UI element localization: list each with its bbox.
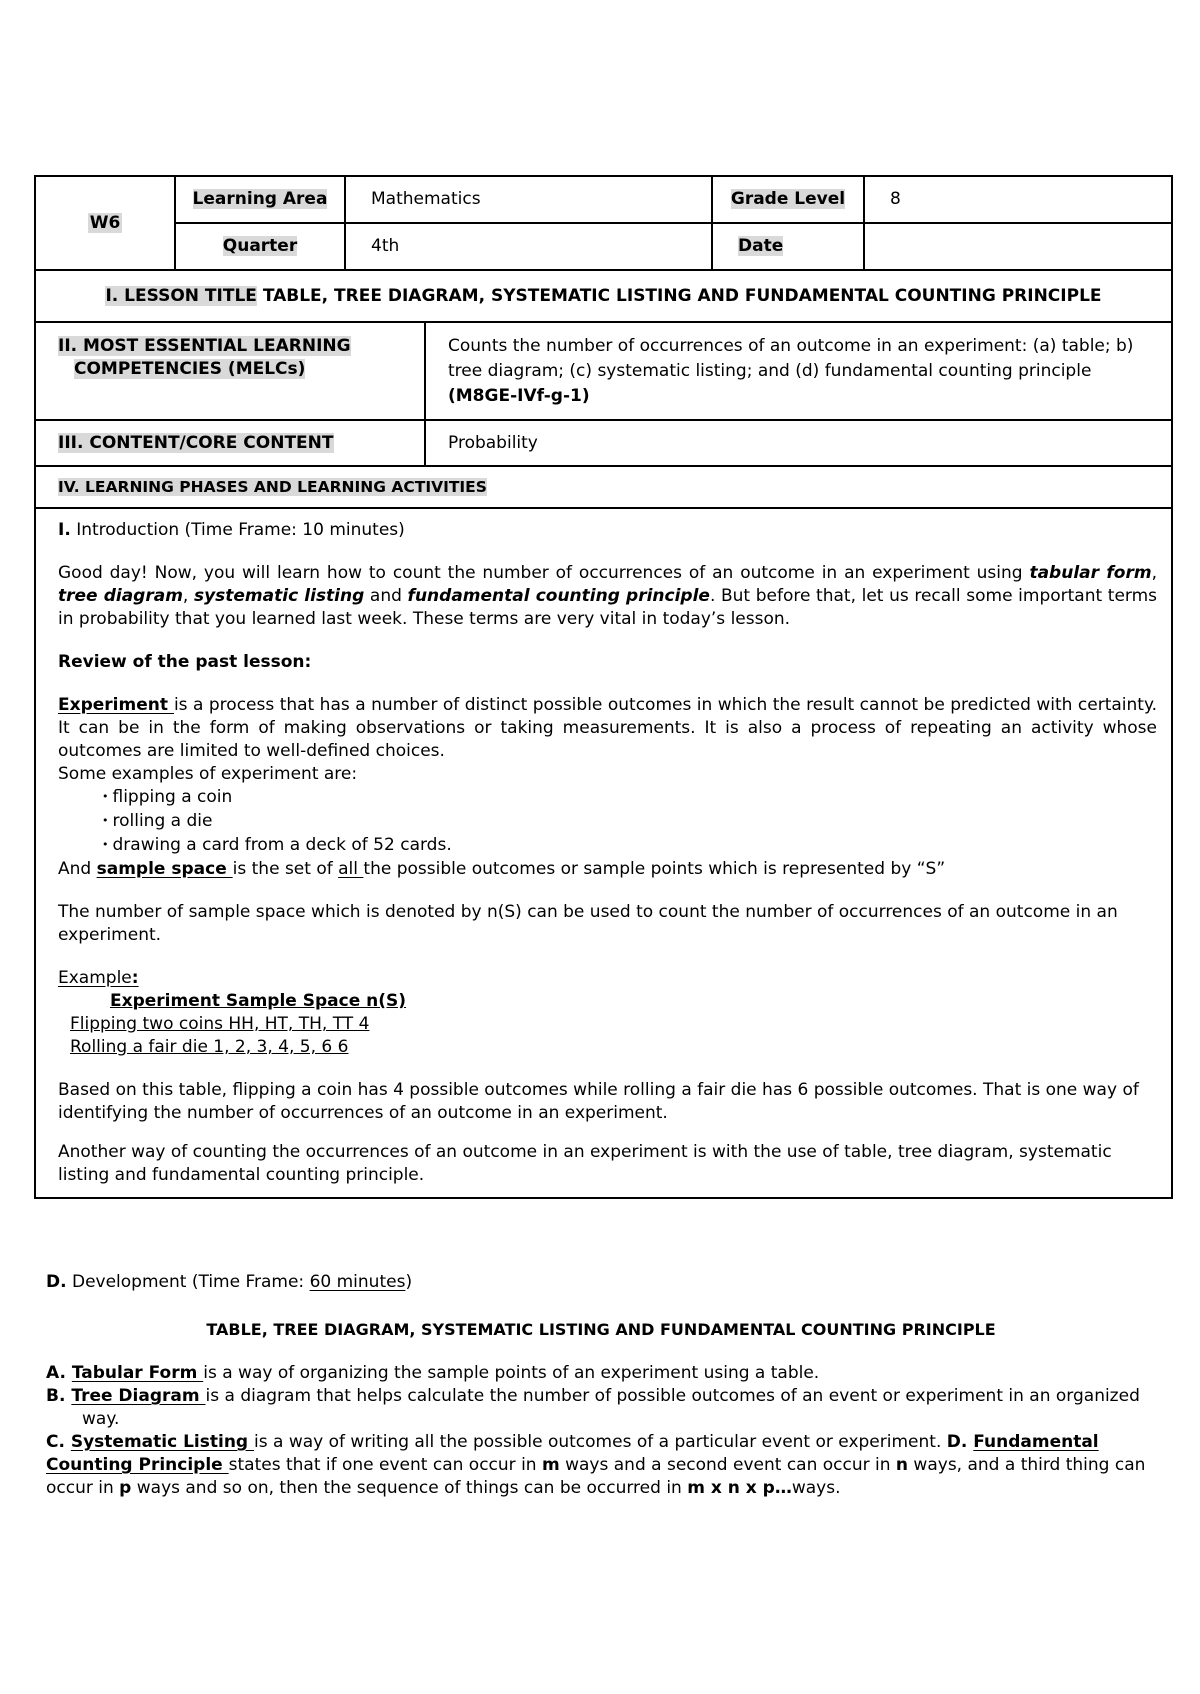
definition-c-d	[46, 1431, 1146, 1500]
list-item: • flipping a coin	[102, 786, 1157, 810]
review-heading: Review of the past lesson:	[58, 652, 312, 672]
def-d-text4: ways and so on, then the sequence of things can be occurred in	[131, 1478, 688, 1498]
quarter-value: 4th	[345, 223, 712, 270]
content-value: Probability	[425, 420, 1172, 466]
var-m: m	[541, 1455, 560, 1475]
intro-sep1: ,	[1151, 563, 1157, 583]
def-b-letter: B.	[46, 1386, 72, 1406]
intro-and: and	[364, 586, 408, 606]
def-a-letter: A.	[46, 1363, 72, 1383]
list-item: • drawing a card from a deck of 52 cards.	[102, 834, 1157, 858]
definition-a	[46, 1362, 1146, 1385]
experiment-definition	[58, 694, 1157, 763]
development-heading-end: )	[405, 1272, 413, 1292]
list-item: • rolling a die	[102, 810, 1157, 834]
def-b-text: is a diagram that helps calculate the number of possible outcomes of an event or experiment in an organized way.	[82, 1386, 1140, 1429]
formula: m x n x p…	[687, 1478, 792, 1498]
date-label: Date	[738, 236, 784, 256]
experiment-term: Experiment	[58, 695, 174, 715]
lesson-title: TABLE, TREE DIAGRAM, SYSTEMATIC LISTING AND FUNDAMENTAL COUNTING PRINCIPLE	[256, 285, 1102, 306]
learning-area-value: Mathematics	[345, 176, 712, 223]
intro-heading	[58, 519, 1157, 542]
systematic-listing-term: Systematic Listing	[70, 1432, 255, 1452]
intro-para-start: Good day! Now, you will learn how to count the number of occurrences of an outcome in an experiment using	[58, 563, 1030, 583]
ss-all: all	[338, 859, 364, 879]
example-label	[58, 967, 1157, 990]
tree-diagram-term: Tree Diagram	[71, 1386, 206, 1406]
term-listing: systematic listing	[193, 586, 365, 606]
content-label-cell	[35, 420, 425, 466]
date-value	[864, 223, 1172, 270]
development-heading-text: Development (Time Frame:	[66, 1272, 310, 1292]
lesson-plan-table	[34, 175, 1173, 1199]
definitions-block	[46, 1362, 1146, 1500]
def-d-text3: ways, and a third thing can occur in	[46, 1455, 1146, 1498]
sample-space-definition	[58, 858, 1157, 881]
section-title: TABLE, TREE DIAGRAM, SYSTEMATIC LISTING AND FUNDAMENTAL COUNTING PRINCIPLE	[206, 1320, 996, 1339]
development-letter: D.	[46, 1272, 67, 1292]
based-on-table-text: Based on this table, flipping a coin has 4 possible outcomes while rolling a fair die has 6 possible outcomes. That is one way of identifying the number of occurrences of an outcome in an experiment.	[58, 1080, 1139, 1123]
ss-and: And	[58, 859, 97, 879]
examples-intro: Some examples of experiment are:	[58, 764, 358, 784]
example-label-colon: :	[131, 968, 139, 988]
sample-space-count-text: The number of sample space which is denoted by n(S) can be used to count the number of occurrences of an outcome in an experiment.	[58, 902, 1118, 945]
tabular-form-term: Tabular Form	[71, 1363, 204, 1383]
date-label-cell	[712, 223, 864, 270]
grade-level-label-cell	[712, 176, 864, 223]
sample-space-term: sample space	[96, 859, 233, 879]
melcs-label-line1: II. MOST ESSENTIAL LEARNING	[58, 336, 351, 356]
quarter-label-cell	[175, 223, 345, 270]
var-p: p	[119, 1478, 132, 1498]
grade-level-label: Grade Level	[730, 189, 846, 209]
term-tabular: tabular form	[1029, 563, 1152, 583]
week-cell	[35, 176, 175, 270]
table-row: Rolling a fair die 1, 2, 3, 4, 5, 6 6	[70, 1037, 349, 1057]
melcs-label-line2: COMPETENCIES (MELCs)	[74, 359, 306, 379]
intro-sep2: ,	[182, 586, 194, 606]
term-tree: tree diagram	[58, 586, 183, 606]
definition-b	[46, 1385, 1146, 1431]
melcs-text: Counts the number of occurrences of an outcome in an experiment: (a) table; b) tree diagram; (c) systematic listing; and (d) fundamental counting principle	[448, 335, 1134, 381]
another-way-text: Another way of counting the occurrences of an outcome in an experiment is with the use of table, tree diagram, systematic listing and fundamental counting principle.	[58, 1142, 1112, 1185]
table-row: Flipping two coins HH, HT, TH, TT 4	[70, 1014, 370, 1034]
intro-paragraph	[58, 562, 1157, 631]
learning-area-label: Learning Area	[192, 189, 328, 209]
term-fcp: fundamental counting principle	[407, 586, 710, 606]
def-d-letter: D.	[946, 1432, 974, 1452]
ss-mid: is the set of	[232, 859, 339, 879]
ss-end: the possible outcomes or sample points which is represented by “S”	[363, 859, 946, 879]
def-d-text2: ways and a second event can occur in	[559, 1455, 896, 1475]
intro-heading-text: Introduction (Time Frame: 10 minutes)	[70, 520, 405, 540]
example-label-text: Example	[58, 968, 132, 988]
melcs-code: (M8GE-IVf-g-1)	[448, 385, 590, 406]
quarter-label: Quarter	[222, 236, 298, 256]
example-table-header: Experiment Sample Space n(S)	[110, 991, 407, 1011]
introduction-cell	[35, 508, 1172, 1198]
fundamental-counting-principle-term: Fundamental Counting Principle	[46, 1432, 1099, 1475]
lesson-title-label: I. LESSON TITLE	[105, 285, 257, 306]
examples-list	[58, 786, 1157, 858]
content-label: III. CONTENT/CORE CONTENT	[58, 432, 334, 453]
lesson-title-cell	[35, 270, 1172, 322]
melcs-text-cell	[425, 322, 1172, 420]
def-a-text: is a way of organizing the sample points of an experiment using a table.	[203, 1363, 820, 1383]
grade-level-value: 8	[864, 176, 1172, 223]
phases-label-cell	[35, 466, 1172, 508]
def-d-text5: ways.	[791, 1478, 841, 1498]
development-heading	[46, 1271, 1156, 1294]
melcs-label-cell	[35, 322, 425, 420]
intro-heading-letter: I.	[58, 520, 71, 540]
def-c-text: is a way of writing all the possible outcomes of a particular event or experiment.	[254, 1432, 947, 1452]
experiment-def-text: is a process that has a number of distinct possible outcomes in which the result cannot be predicted with certainty. It can be in the form of making observations or taking measurements. It is also a process of repeating an activity whose outcomes are limited to well-defined choices.	[58, 695, 1157, 761]
def-c-letter: C.	[46, 1432, 71, 1452]
def-d-text1: states that if one event can occur in	[228, 1455, 542, 1475]
intro-para-end: . But before that, let us recall some important terms in probability that you learned last week. These terms are very vital in today’s lesson.	[58, 586, 1158, 629]
phases-label: IV. LEARNING PHASES AND LEARNING ACTIVITIES	[58, 477, 487, 496]
learning-area-label-cell	[175, 176, 345, 223]
var-n: n	[895, 1455, 909, 1475]
development-minutes: 60 minutes	[309, 1272, 406, 1292]
week-label: W6	[89, 212, 121, 233]
